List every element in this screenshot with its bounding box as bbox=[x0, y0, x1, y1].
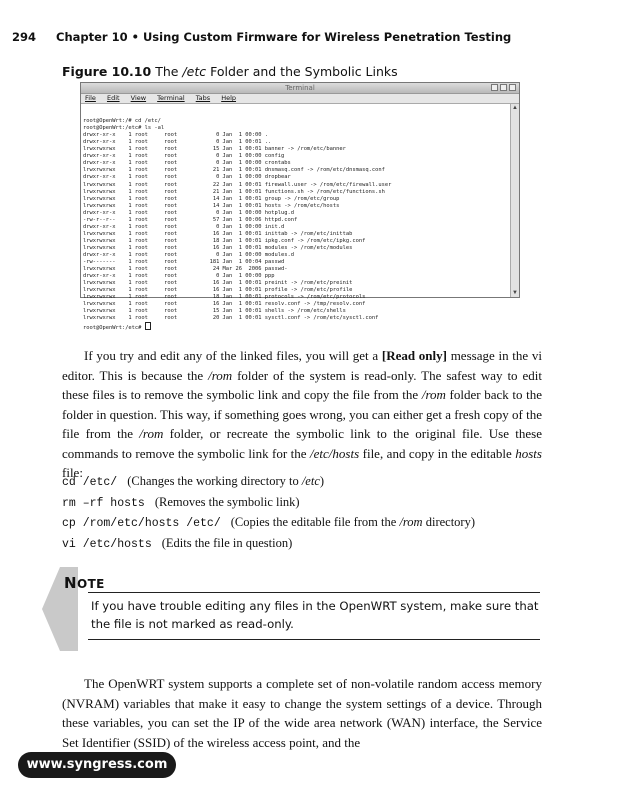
paragraph-1 bbox=[62, 346, 542, 483]
p1-text-5: folder, or recreate the symbolic link to the original file. Use these commands to remove the symbolic link for the bbox=[62, 426, 542, 461]
terminal-line: lrwxrwxrwx 1 root root 22 Jan 1 00:01 firewall.user -> /rom/etc/firewall.user bbox=[83, 181, 392, 188]
command-desc: (Copies the editable file from the bbox=[230, 515, 400, 530]
menu-view[interactable]: View bbox=[130, 94, 147, 102]
menu-help[interactable]: Help bbox=[221, 94, 237, 102]
command-code: vi /etc/hosts bbox=[62, 537, 152, 551]
terminal-prompt-line bbox=[83, 322, 510, 332]
footer-badge[interactable] bbox=[18, 752, 176, 778]
terminal-line: lrwxrwxrwx 1 root root 15 Jan 1 00:01 shells -> /rom/etc/shells bbox=[83, 308, 346, 315]
terminal-line: drwxr-xr-x 1 root root 0 Jan 1 00:00 ppp bbox=[83, 273, 275, 280]
terminal-line: drwxr-xr-x 1 root root 0 Jan 1 00:00 config bbox=[83, 153, 285, 160]
caption-italic: /etc bbox=[182, 64, 207, 79]
terminal-line: lrwxrwxrwx 1 root root 21 Jan 1 00:01 functions.sh -> /rom/etc/functions.sh bbox=[83, 188, 385, 195]
terminal-line: lrwxrwxrwx 1 root root 14 Jan 1 00:01 group -> /rom/etc/group bbox=[83, 195, 340, 202]
command-desc: (Removes the symbolic link) bbox=[154, 494, 300, 509]
menu-tabs[interactable]: Tabs bbox=[195, 94, 211, 102]
terminal-line: lrwxrwxrwx 1 root root 16 Jan 1 00:01 preinit -> /rom/etc/preinit bbox=[83, 280, 353, 287]
terminal-prompt: root@OpenWrt:/etc# bbox=[83, 325, 145, 332]
terminal-line: lrwxrwxrwx 1 root root 16 Jan 1 00:01 profile -> /rom/etc/profile bbox=[83, 287, 353, 294]
page-header bbox=[12, 30, 572, 44]
command-row bbox=[62, 534, 552, 555]
terminal-menubar bbox=[81, 94, 519, 104]
p1-text-4: folder back to the folder in question. This way, if something goes wrong, you can either get a fresh copy of the file from the bbox=[62, 387, 542, 441]
terminal-title: Terminal bbox=[285, 84, 315, 92]
footer-url[interactable]: www.syngress.com bbox=[26, 757, 168, 772]
note-text: If you have trouble editing any files in the OpenWRT system, make sure that the file is not marked as read-only. bbox=[91, 599, 539, 631]
chapter-title: Chapter 10 • Using Custom Firmware for Wireless Penetration Testing bbox=[56, 30, 512, 44]
minimize-icon[interactable] bbox=[491, 84, 498, 91]
command-code: cp /rom/etc/hosts /etc/ bbox=[62, 517, 221, 531]
terminal-line: drwxr-xr-x 1 root root 0 Jan 1 00:00 modules.d bbox=[83, 251, 294, 258]
terminal-line: lrwxrwxrwx 1 root root 18 Jan 1 00:01 ipkg.conf -> /rom/etc/ipkg.conf bbox=[83, 237, 366, 244]
page-number: 294 bbox=[12, 30, 37, 44]
terminal-line: lrwxrwxrwx 1 root root 15 Jan 1 00:01 banner -> /rom/etc/banner bbox=[83, 146, 346, 153]
figure-number: Figure 10.10 bbox=[62, 64, 152, 79]
scroll-up-icon[interactable]: ▲ bbox=[512, 105, 518, 111]
terminal-line: lrwxrwxrwx 1 root root 18 Jan 1 00:01 protocols -> /rom/etc/protocols bbox=[83, 294, 366, 301]
terminal-line: drwxr-xr-x 1 root root 0 Jan 1 00:00 dropbear bbox=[83, 174, 291, 181]
terminal-scrollbar[interactable] bbox=[510, 104, 519, 297]
p1-italic-rom-1: /rom bbox=[208, 367, 233, 383]
paragraph-2: The OpenWRT system supports a complete set of non-volatile random access memory (NVRAM) variables that make it easy to change the system settings of a device. Through these variables, you can set the IP of the wide area network (WAN) interface, the Service Set Identifier (SSID) of the wireless access point, and the bbox=[62, 676, 542, 750]
note-divider-bottom bbox=[88, 639, 540, 640]
command-desc-end: directory) bbox=[422, 515, 475, 530]
window-controls bbox=[491, 84, 516, 91]
figure-caption bbox=[62, 64, 398, 79]
terminal-line: root@OpenWrt:/# cd /etc/ bbox=[83, 118, 161, 125]
terminal-line: -rw------- 1 root root 181 Jan 1 00:04 passwd bbox=[83, 259, 285, 266]
terminal-line: drwxr-xr-x 1 root root 0 Jan 1 00:00 crontabs bbox=[83, 160, 291, 167]
terminal-line: lrwxrwxrwx 1 root root 16 Jan 1 00:01 resolv.conf -> /tmp/resolv.conf bbox=[83, 301, 366, 308]
terminal-line: lrwxrwxrwx 1 root root 24 Mar 26 2006 passwd- bbox=[83, 266, 288, 273]
command-desc: (Edits the file in question) bbox=[161, 535, 293, 550]
maximize-icon[interactable] bbox=[500, 84, 507, 91]
read-only-label: [Read only] bbox=[381, 348, 447, 363]
command-code: cd /etc/ bbox=[62, 476, 118, 489]
menu-edit[interactable]: Edit bbox=[106, 94, 120, 102]
terminal-line: drwxr-xr-x 1 root root 0 Jan 1 00:00 init.d bbox=[83, 223, 285, 230]
command-code: rm –rf hosts bbox=[62, 496, 145, 510]
terminal-window bbox=[80, 82, 520, 332]
note-title bbox=[64, 574, 105, 592]
p1-text-7: file: bbox=[62, 465, 83, 480]
command-desc: (Changes the working directory to bbox=[127, 474, 302, 488]
p1-italic-rom-2: /rom bbox=[421, 387, 446, 402]
command-desc-italic: /rom bbox=[399, 515, 423, 530]
terminal-line: drwxr-xr-x 1 root root 0 Jan 1 00:01 .. bbox=[83, 139, 272, 146]
command-row bbox=[62, 513, 552, 534]
terminal-line: lrwxrwxrwx 1 root root 16 Jan 1 00:01 modules -> /rom/etc/modules bbox=[83, 244, 353, 251]
command-desc-italic: /etc bbox=[301, 474, 320, 488]
note-title-rest: OTE bbox=[76, 577, 105, 591]
note-divider-top bbox=[88, 592, 540, 593]
caption-post: Folder and the Symbolic Links bbox=[210, 64, 398, 79]
note-title-first: N bbox=[64, 574, 77, 592]
terminal-line: lrwxrwxrwx 1 root root 21 Jan 1 00:01 dnsmasq.conf -> /rom/etc/dnsmasq.conf bbox=[83, 167, 385, 174]
p1-text-3: folder of the system is read-only. The safest way to edit these files is to remove the symbolic link and copy the file from the bbox=[62, 367, 542, 402]
cursor-icon bbox=[145, 322, 151, 330]
terminal-line: root@OpenWrt:/etc# ls -al bbox=[83, 125, 165, 132]
caption-pre: The bbox=[155, 64, 179, 79]
terminal-line: lrwxrwxrwx 1 root root 14 Jan 1 00:01 hosts -> /rom/etc/hosts bbox=[83, 202, 340, 209]
menu-terminal[interactable]: Terminal bbox=[157, 94, 185, 102]
close-icon[interactable] bbox=[509, 84, 516, 91]
p1-text-2: message in the vi editor. This is because the bbox=[62, 348, 542, 383]
command-list bbox=[62, 472, 552, 554]
terminal-output[interactable] bbox=[81, 104, 510, 332]
command-row bbox=[62, 493, 552, 514]
menu-file[interactable]: File bbox=[85, 94, 96, 102]
scroll-down-icon[interactable]: ▼ bbox=[512, 290, 518, 296]
terminal-line: lrwxrwxrwx 1 root root 16 Jan 1 00:01 inittab -> /rom/etc/inittab bbox=[83, 230, 353, 237]
p1-italic-etc-hosts: /etc/hosts bbox=[310, 445, 360, 461]
terminal-line: drwxr-xr-x 1 root root 0 Jan 1 00:00 . bbox=[83, 132, 268, 139]
terminal-line: lrwxrwxrwx 1 root root 20 Jan 1 00:01 sysctl.conf -> /rom/etc/sysctl.conf bbox=[83, 315, 379, 322]
p1-text-1: If you try and edit any of the linked files, you will get a bbox=[84, 348, 382, 363]
terminal-line: -rw-r--r-- 1 root root 57 Jan 1 00:06 httpd.conf bbox=[83, 216, 298, 223]
command-desc-end: ) bbox=[319, 474, 325, 488]
terminal-titlebar bbox=[81, 83, 519, 94]
p1-italic-rom-3: /rom bbox=[139, 426, 164, 441]
p1-text-6: file, and copy in the editable bbox=[359, 445, 516, 461]
p1-italic-hosts: hosts bbox=[515, 445, 542, 461]
command-row bbox=[62, 472, 552, 493]
terminal-line: drwxr-xr-x 1 root root 0 Jan 1 00:00 hotplug.d bbox=[83, 209, 294, 216]
